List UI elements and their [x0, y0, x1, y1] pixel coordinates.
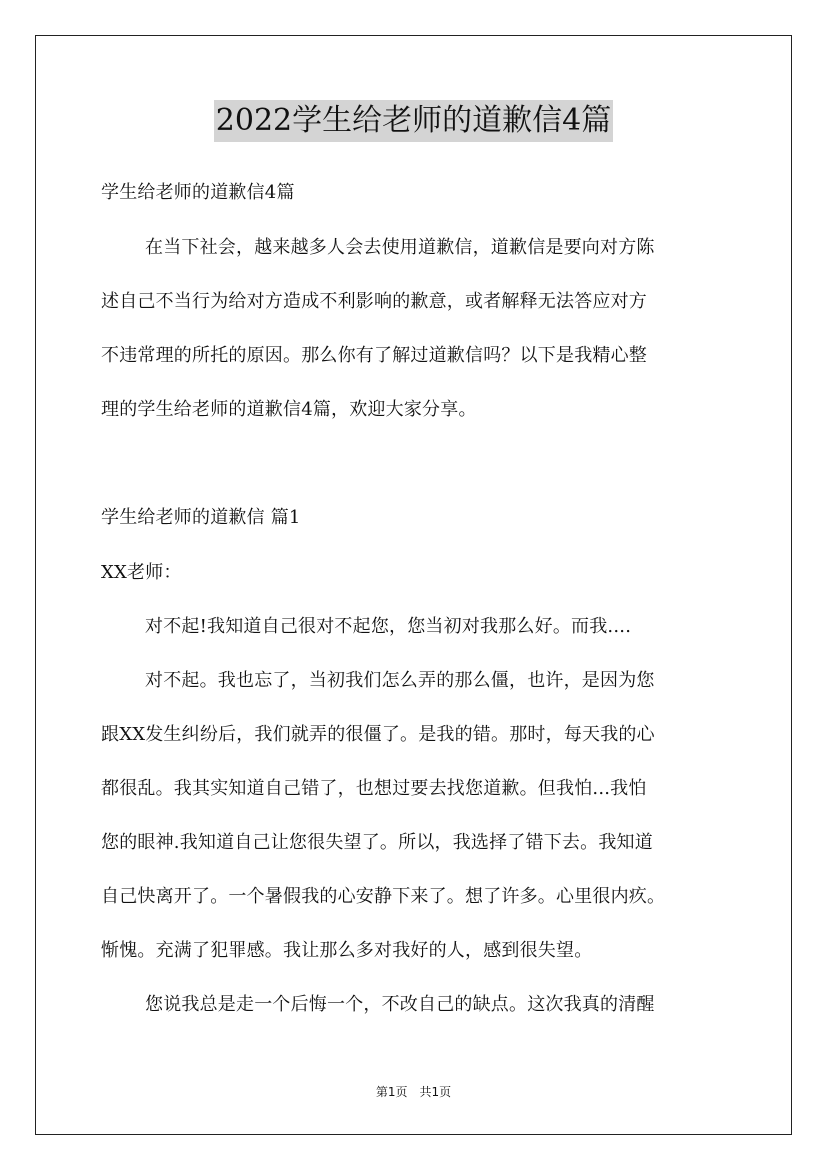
paragraph-line: 对不起!我知道自己很对不起您，您当初对我那么好。而我....: [145, 616, 632, 637]
paragraph-line: 您的眼神.我知道自己让您很失望了。所以，我选择了错下去。我知道: [101, 832, 653, 853]
paragraph-line: 在当下社会，越来越多人会去使用道歉信，道歉信是要向对方陈: [145, 237, 655, 258]
paragraph-line: 理的学生给老师的道歉信4篇，欢迎大家分享。: [101, 399, 477, 420]
paragraph-line: 不违常理的所托的原因。那么你有了解过道歉信吗？以下是我精心整: [101, 345, 647, 366]
paragraph-line: 都很乱。我其实知道自己错了，也想过要去找您道歉。但我怕...我怕: [101, 778, 647, 799]
paragraph-line: 跟XX发生纠纷后，我们就弄的很僵了。是我的错。那时，每天我的心: [101, 724, 655, 745]
paragraph-line: 对不起。我也忘了，当初我们怎么弄的那么僵，也许，是因为您: [145, 670, 655, 691]
paragraph-line: 惭愧。充满了犯罪感。我让那么多对我好的人，感到很失望。: [101, 940, 593, 961]
document-subtitle: 学生给老师的道歉信4篇: [101, 182, 295, 203]
title-container: [0, 100, 827, 142]
paragraph-line: 自己快离开了。一个暑假我的心安静下来了。想了许多。心里很内疚。: [101, 886, 666, 907]
paragraph-line: 述自己不当行为给对方造成不利影响的歉意，或者解释无法答应对方: [101, 291, 647, 312]
paragraph-line: 您说我总是走一个后悔一个，不改自己的缺点。这次我真的清醒: [145, 994, 655, 1015]
salutation: XX老师：: [101, 562, 182, 583]
page-number: 第1页 共1页: [375, 1085, 452, 1099]
document-title: 2022学生给老师的道歉信4篇: [214, 100, 613, 142]
section-heading: 学生给老师的道歉信 篇1: [101, 507, 301, 528]
